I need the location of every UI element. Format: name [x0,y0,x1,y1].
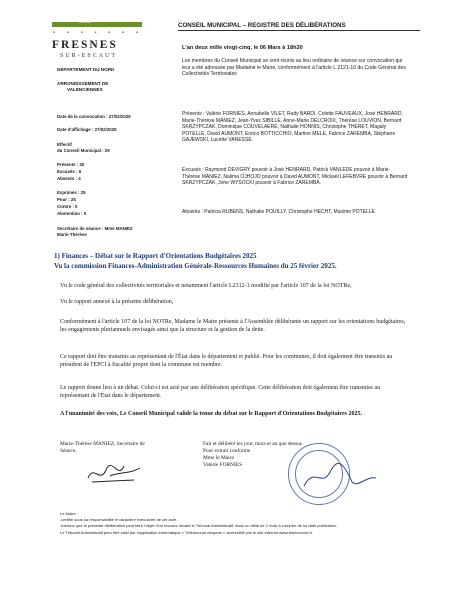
attendance-absents: Absents : Patricia RUBENS, Nathalie POUILLY, Christophe HECHT, Maxime POTELLE [182,209,375,215]
handwritten-signature-icon [84,458,144,488]
footer-line-1: Le Maire : [60,511,78,516]
logo-band-text: VILLE DE [78,20,92,24]
section-subtitle: Vu la commission Finances-Administration Générale-Ressources Humaines du 25 février 2025. [54,262,337,270]
count-excuses: Excusés : 6 [57,169,82,174]
body-paragraph-1: Vu le code général des collectivités territoriales et notamment l'article L2312-1 modifié par l'article 107 de la loi NOTRe, [60,283,352,289]
arrondissement-name: VALENCIENNES [67,87,103,92]
secretary-label: Secrétaire de séance : Mme MANIEZ [57,226,133,231]
attendance-excuses: Excusés : Raymond DEVIGRY pouvoir à José HENRARD, Patrick VANLEDE pouvoir à Marie-Thérèse MANIEZ, Nalima OJHOJO pouvoir à David AUMONT, Mickaël LEFEBVRE pouvoir à Bernard SKRZYPCZAK, Jorie WYSOCKI pouvoir à Fabrice ZAREMBA. [182,167,408,186]
logo-banner [52,22,142,27]
secretary-name: Marie-Thérèse [57,232,87,237]
body-paragraph-2: Vu le rapport annexé à la présente délibération, [60,299,174,305]
count-presents: Présents : 20 [57,162,85,167]
footer-line-3: -informe que la présente délibération peut faire l'objet d'un recours devant le Tribunal Administratif, dans un délai de 2 mois à compter de sa date publication. [60,523,338,529]
mayor-signature-icon [300,458,380,498]
register-title: CONSEIL MUNICIPAL – REGISTRE DES DÉLIBÉRATIONS [178,22,346,29]
mayor-signature-line-4: Valérie FORNIES [203,462,243,468]
effectif-label: Effectif [57,142,72,147]
secretary-signature-line-2: Séance, [60,448,77,454]
mayor-signature-line-2: Pour extrait conforme [203,448,251,454]
logo-town-sub: SUR-ESCAUT [60,53,118,59]
attendance-presents: Présents : Valérie FORNIES, Annabelle VILET, Rudy BARDI, Colette FAUVEAUX, José HENRARD, Marie-Thérèse MANIEZ, Jean-Yves SIBILLE, Anne-Marie DELCROIX, Thérèse LOUVION, Bernard SKRZYPCZAK, Dominique COUVELAERE, Nathalie HONNIS, Christophe THERET, Magaly POTELLE, David AUMONT, Enrico BOTTICCHIO, Martine MELE, Fabrice ZAREMBA, Stéphane GAJEWSKI, Lucette VANESSE. [182,111,403,143]
mayor-signature-line-3: Mme le Maire [203,455,234,461]
count-pour: Pour : 25 [57,197,76,202]
count-contre: Contre : 0 [57,204,78,209]
session-intro: Les membres du Conseil Municipal se sont réunis au lieu ordinaire de séance sur convocation qui leur a été adressée par Madame le Maire, conformément à l'article L 2121-10 du Code Général des Collectivités Territoriales [182,58,406,78]
body-paragraph-3: Conformément à l'article 107 de la loi NOTRe, Madame le Maire présente à l'Assemblée délibérante un rapport sur les orientations budgétaires, les engagements pluriannuels envisagés ainsi que la structure et la gestion de la dette. [60,319,406,333]
session-date: L'an deux mille vingt-cinq, le 06 Mars à 18h30 [182,45,303,51]
section-title: 1) Finances – Débat sur le Rapport d'Orientations Budgétaires 2025 [54,252,257,260]
logo-town-name: FRESNES [52,39,118,51]
department-label: DÉPARTEMENT DU NORD [57,67,115,72]
secretary-signature-line-1: Marie-Thérèse MANIEZ, Secrétaire de [60,441,145,447]
body-paragraph-6: A l'unanimité des voix, Le Conseil Municipal valide la tenue du débat sur le Rapport d'Orientations Budgétaires 2025. [60,411,362,417]
arrondissement-label: ARRONDISSEMENT DE [57,81,109,86]
secretary-signature-block [60,441,155,455]
mayor-signature-line-1: Fait et délibéré les jour, mois et an que dessus [203,441,302,447]
body-paragraph-4: Ce rapport doit être transmis au représentant de l'État dans le département et publié. Pour les communes, il doit également être transmis au président de l'EPCI à fiscalité propre dont la commune est membre. [60,354,393,368]
display-date: Date d'affichage : 27/02/2025 [57,127,117,132]
count-exprimes: Exprimés : 25 [57,190,86,195]
logo-pattern: ▪ ▪ ▪ ▪ ▪ ▪ ▪ [53,30,143,36]
footer-line-4: Le Tribunal Administratif peut être saisi par l'application informatique « Télérecours citoyens » accessible par le site internet www.telerecours.fr. [60,529,313,535]
effectif-count: du Conseil Municipal : 29 [57,148,110,153]
convocation-date: Date de la convocation : 27/02/2025 [57,114,131,119]
footer-line-2: -certifie sous sa responsabilité le caractère exécutoire de cet acte. [60,517,178,523]
body-paragraph-5: Le rapport donne lieu à un débat. Celui-ci est acté par une délibération spécifique. Cette délibération doit également être transmise au représentant de l'État dans le département. [60,385,381,399]
legal-footer [60,511,426,536]
count-absents: Absents : 4 [57,176,81,181]
header-rule [178,30,420,31]
count-abstention: Abstention : 0 [57,211,87,216]
